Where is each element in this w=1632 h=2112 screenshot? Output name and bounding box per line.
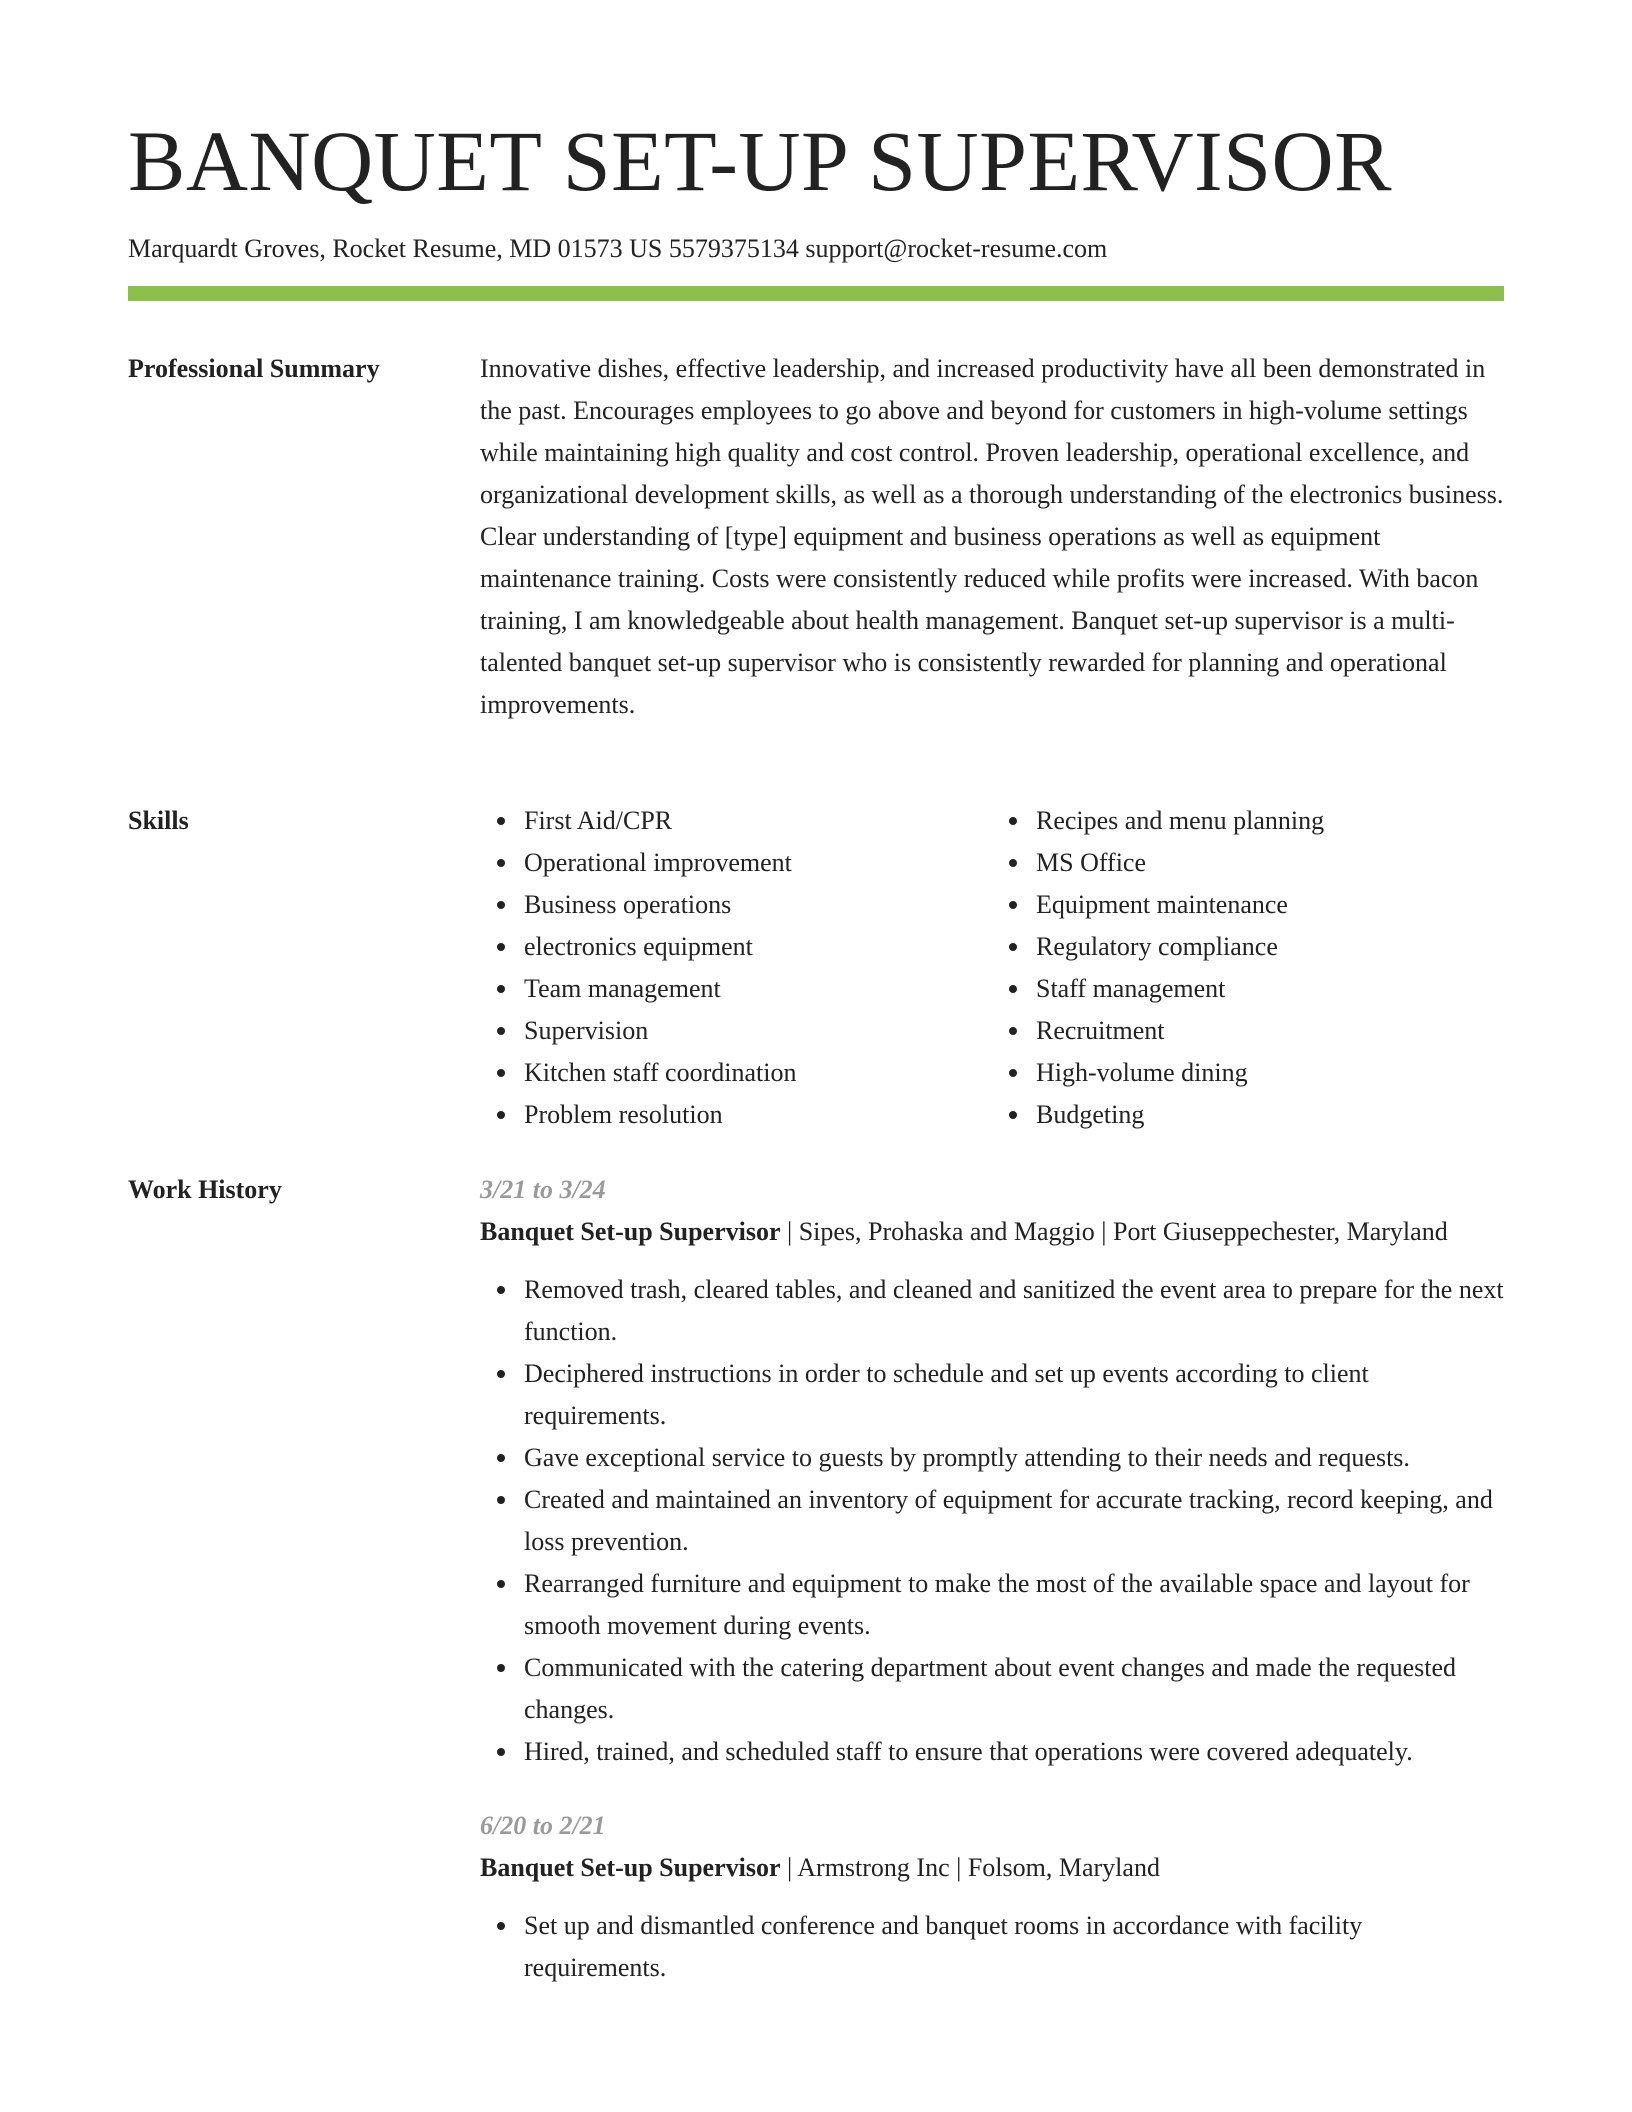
- work-history-body: [480, 1169, 1504, 1989]
- duty-item: Deciphered instructions in order to schedule and set up events according to client requirements.: [524, 1353, 1504, 1437]
- skill-item: First Aid/CPR: [524, 800, 992, 842]
- job-heading: [480, 1211, 1504, 1253]
- job-dates: 6/20 to 2/21: [480, 1811, 606, 1840]
- job-entry: [480, 1169, 1504, 1773]
- duty-item: Hired, trained, and scheduled staff to ensure that operations were covered adequately.: [524, 1731, 1504, 1773]
- duty-item: Rearranged furniture and equipment to make the most of the available space and layout for smooth movement during events.: [524, 1563, 1504, 1647]
- job-employer-location: | Sipes, Prohaska and Maggio | Port Giuseppechester, Maryland: [780, 1217, 1448, 1246]
- job-heading: [480, 1847, 1504, 1889]
- skills-columns: [480, 800, 1504, 1136]
- skill-item: Regulatory compliance: [1036, 926, 1504, 968]
- work-history-heading: Work History: [128, 1175, 282, 1204]
- job-duties: [480, 1905, 1504, 1989]
- job-title: Banquet Set-up Supervisor: [480, 1853, 781, 1882]
- summary-body: [480, 348, 1504, 726]
- skill-item: Team management: [524, 968, 992, 1010]
- duty-item: Set up and dismantled conference and banquet rooms in accordance with facility requirements.: [524, 1905, 1504, 1989]
- resume-title: BANQUET SET-UP SUPERVISOR: [128, 113, 1392, 209]
- duty-item: Created and maintained an inventory of equipment for accurate tracking, record keeping, and loss prevention.: [524, 1479, 1504, 1563]
- summary-text: Innovative dishes, effective leadership, and increased productivity have all been demonstrated in the past. Encourages employees to go above and beyond for customers in high-volume settings while maintaining high quality and cost control. Proven leadership, operational excellence, and organizational development skills, as well as a thorough understanding of the electronics business. Clear understanding of [type] equipment and business operations as well as equipment maintenance training. Costs were consistently reduced while profits were increased. With bacon training, I am knowledgeable about health management. Banquet set-up supervisor is a multi-talented banquet set-up supervisor who is consistently rewarded for planning and operational improvements.: [480, 354, 1504, 719]
- skills-list-left: [480, 800, 992, 1136]
- skill-item: Recipes and menu planning: [1036, 800, 1504, 842]
- job-title: Banquet Set-up Supervisor: [480, 1217, 781, 1246]
- skill-item: High-volume dining: [1036, 1052, 1504, 1094]
- skills-list-right: [992, 800, 1504, 1136]
- skills-body: [480, 800, 1504, 1136]
- skills-heading: Skills: [128, 806, 189, 835]
- skill-item: Recruitment: [1036, 1010, 1504, 1052]
- skill-item: Operational improvement: [524, 842, 992, 884]
- skill-item: Equipment maintenance: [1036, 884, 1504, 926]
- skill-item: Staff management: [1036, 968, 1504, 1010]
- duty-item: Gave exceptional service to guests by promptly attending to their needs and requests.: [524, 1437, 1504, 1479]
- job-employer-location: | Armstrong Inc | Folsom, Maryland: [780, 1853, 1160, 1882]
- skill-item: electronics equipment: [524, 926, 992, 968]
- skill-item: MS Office: [1036, 842, 1504, 884]
- header-divider: [128, 286, 1504, 301]
- job-dates: 3/21 to 3/24: [480, 1175, 606, 1204]
- job-entry: [480, 1805, 1504, 1989]
- skill-item: Budgeting: [1036, 1094, 1504, 1136]
- duty-item: Removed trash, cleared tables, and cleaned and sanitized the event area to prepare for the next function.: [524, 1269, 1504, 1353]
- skill-item: Kitchen staff coordination: [524, 1052, 992, 1094]
- skill-item: Business operations: [524, 884, 992, 926]
- skill-item: Supervision: [524, 1010, 992, 1052]
- job-duties: [480, 1269, 1504, 1773]
- skill-item: Problem resolution: [524, 1094, 992, 1136]
- contact-line: Marquardt Groves, Rocket Resume, MD 01573 US 5579375134 support@rocket-resume.com: [128, 234, 1108, 263]
- duty-item: Communicated with the catering department about event changes and made the requested changes.: [524, 1647, 1504, 1731]
- summary-heading: Professional Summary: [128, 354, 380, 383]
